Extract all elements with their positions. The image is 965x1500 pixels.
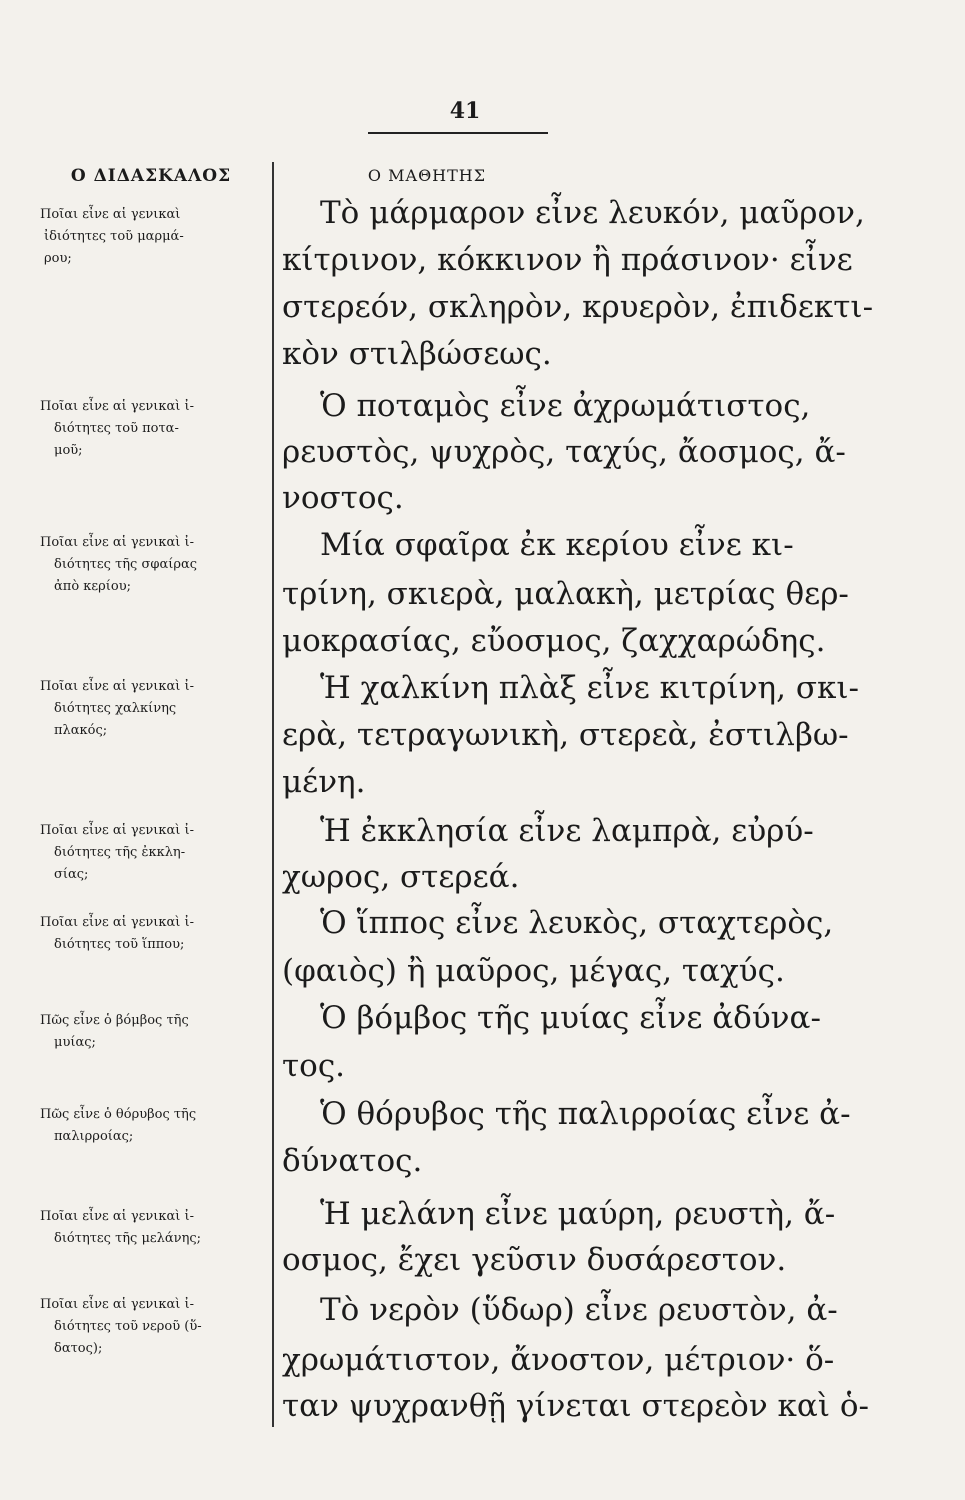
question-line: διότητες τῆς σφαίρας (54, 557, 198, 572)
question-fly-buzz (40, 1010, 266, 1054)
header-rule (368, 132, 548, 134)
answer-line: Τὸ νερὸν (ὕδωρ) εἶνε ρευστὸν, ἀ- (320, 1292, 838, 1328)
answer-line: Ὁ θόρυβος τῆς παλιρροίας εἶνε ἀ- (320, 1096, 851, 1132)
answer-line: (φαιὸς) ἢ μαῦρος, μέγας, ταχύς. (282, 953, 785, 989)
question-marble (40, 204, 266, 270)
question-line: Ποῖαι εἶνε αἱ γενικαὶ ἰ- (40, 535, 195, 550)
answer-line: δύνατος. (282, 1143, 423, 1179)
question-line: μυίας; (54, 1035, 96, 1050)
answer-line: χρωμάτιστον, ἄνοστον, μέτριον· ὅ- (282, 1342, 835, 1378)
question-horse (40, 912, 266, 956)
question-line: Πῶς εἶνε ὁ θόρυβος τῆς (40, 1107, 197, 1122)
question-wax-sphere (40, 532, 266, 598)
answer-line: ερὰ, τετραγωνικὴ, στερεὰ, ἐστιλβω- (282, 717, 849, 753)
answer-line: Ἡ ἐκκλησία εἶνε λαμπρὰ, εὐρύ- (320, 813, 814, 849)
question-line: Ποῖαι εἶνε αἱ γενικαὶ ἰ- (40, 1297, 195, 1312)
answer-line: Ὁ ποταμὸς εἶνε ἀχρωμάτιστος, (320, 388, 811, 424)
question-line: σίας; (54, 867, 89, 882)
answer-line: Ἡ μελάνη εἶνε μαύρη, ρευστὴ, ἄ- (320, 1196, 836, 1232)
question-line: διότητες χαλκίνης (54, 701, 177, 716)
column-divider (272, 162, 274, 1427)
page-number: 41 (449, 98, 481, 124)
answer-line: Ἡ χαλκίνη πλὰξ εἶνε κιτρίνη, σκι- (320, 670, 859, 706)
answer-line: κίτρινον, κόκκινον ἢ πράσινον· εἶνε (282, 242, 853, 278)
answer-line: τρίνη, σκιερὰ, μαλακὴ, μετρίας θερ- (282, 576, 849, 612)
answer-line: Ὁ βόμβος τῆς μυίας εἶνε ἀδύνα- (320, 1000, 821, 1036)
question-line: ρου; (44, 251, 72, 266)
question-line: Ποῖαι εἶνε αἱ γενικαὶ ἰ- (40, 399, 195, 414)
answer-line: Τὸ μάρμαρον εἶνε λευκόν, μαῦρον, (320, 195, 865, 231)
question-line: διότητες τῆς ἐκκλη- (54, 845, 186, 860)
answer-line: Ὁ ἵππος εἶνε λευκὸς, σταχτερὸς, (320, 905, 834, 941)
question-line: Ποῖαι εἶνε αἱ γενικαὶ (40, 207, 181, 222)
question-line: Ποῖαι εἶνε αἱ γενικαὶ ἰ- (40, 915, 195, 930)
question-line: Ποῖαι εἶνε αἱ γενικαὶ ἰ- (40, 823, 195, 838)
answer-line: ρευστὸς, ψυχρὸς, ταχύς, ἄοσμος, ἄ- (282, 434, 846, 470)
question-line: πλακός; (54, 723, 108, 738)
answer-line: μοκρασίας, εὔοσμος, ζαχχαρώδης. (282, 623, 826, 659)
question-water (40, 1294, 266, 1360)
question-line: ἀπὸ κερίου; (54, 579, 131, 594)
question-line: διότητες τοῦ ἵππου; (54, 937, 185, 952)
answer-line: ταν ψυχρανθῇ γίνεται στερεὸν καὶ ὁ- (282, 1388, 869, 1424)
question-line: μοῦ; (54, 443, 83, 458)
teacher-column-heading: Ο ΔΙΔΑΣΚΑΛΟΣ (70, 166, 232, 186)
student-column-heading: Ο ΜΑΘΗΤΗΣ (367, 166, 487, 185)
question-line: δατος); (54, 1341, 103, 1356)
question-church (40, 820, 266, 886)
question-line: διότητες τοῦ νεροῦ (ὕ- (54, 1319, 202, 1334)
answer-line: κὸν στιλβώσεως. (282, 336, 552, 372)
answer-line: στερεόν, σκληρὸν, κρυερὸν, ἐπιδεκτι- (282, 289, 874, 325)
question-line: διότητες τοῦ ποτα- (54, 421, 179, 436)
question-copper-plate (40, 676, 266, 742)
answer-line: νοστος. (282, 480, 404, 516)
answer-line: οσμος, ἔχει γεῦσιν δυσάρεστον. (282, 1242, 787, 1278)
question-line: Ποῖαι εἶνε αἱ γενικαὶ ἰ- (40, 1209, 195, 1224)
answer-line: τος. (282, 1048, 346, 1084)
question-tide-noise (40, 1104, 266, 1148)
answer-line: χωρος, στερεά. (282, 859, 520, 895)
question-line: Πῶς εἶνε ὁ βόμβος τῆς (40, 1013, 189, 1028)
question-river (40, 396, 266, 462)
answer-line: Μία σφαῖρα ἐκ κερίου εἶνε κι- (320, 527, 794, 563)
question-line: παλιρροίας; (54, 1129, 134, 1144)
question-line: ἰδιότητες τοῦ μαρμά- (44, 229, 184, 244)
question-line: διότητες τῆς μελάνης; (54, 1231, 202, 1246)
question-ink (40, 1206, 266, 1250)
question-line: Ποῖαι εἶνε αἱ γενικαὶ ἰ- (40, 679, 195, 694)
answer-line: μένη. (282, 764, 366, 800)
